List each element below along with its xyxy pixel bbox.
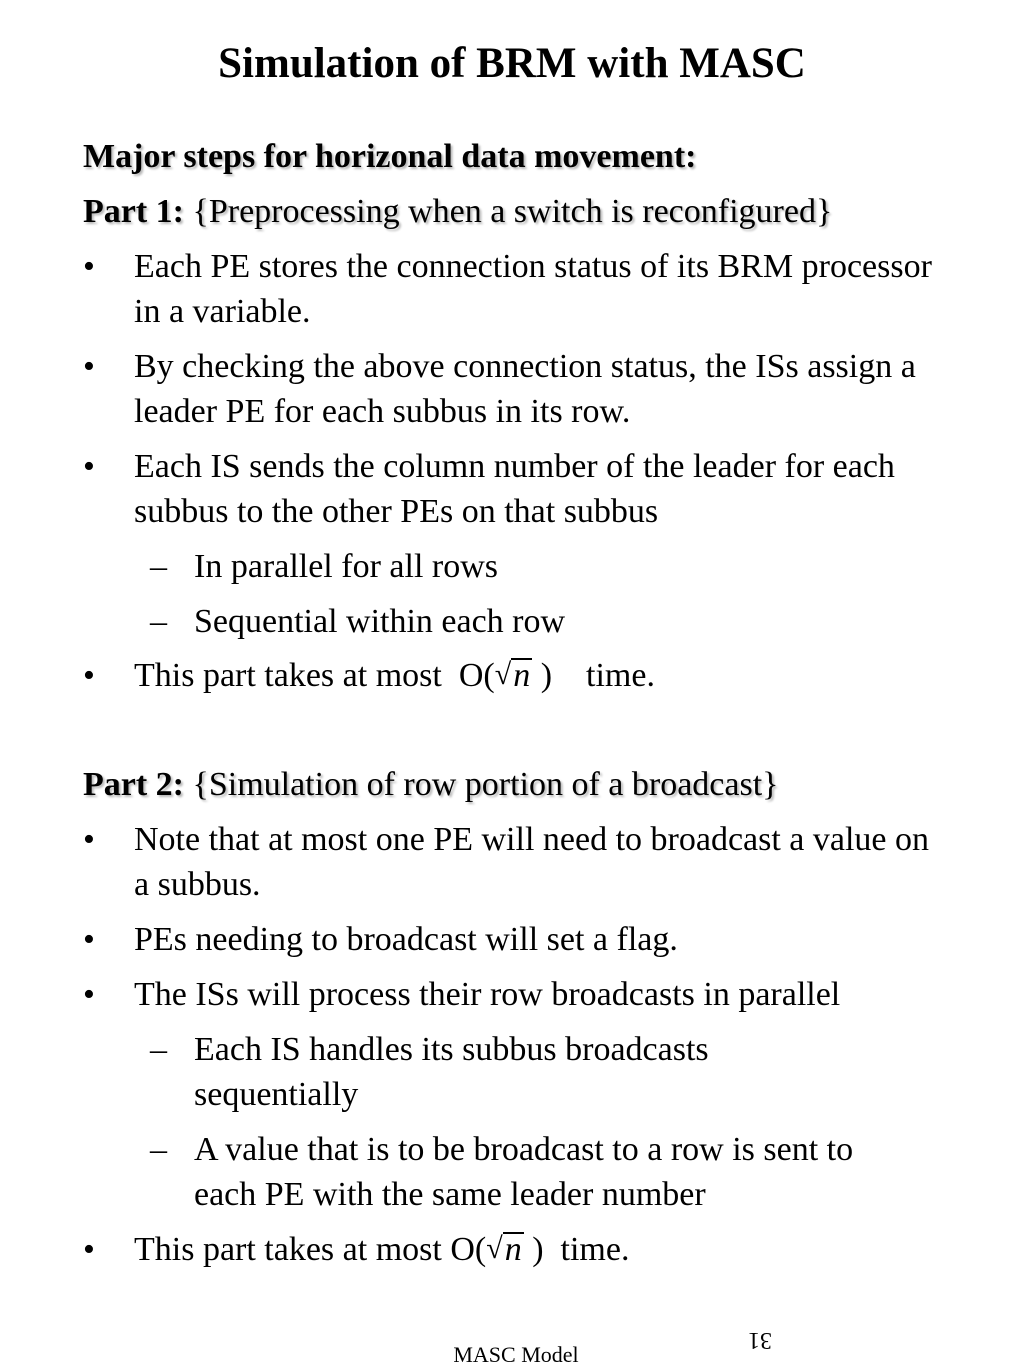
- intro-heading-text: Major steps for horizonal data movement:: [83, 138, 697, 175]
- sqrt-expression: [495, 653, 532, 699]
- part1-label: Part 1:: [83, 193, 185, 230]
- bullet-mark: •: [83, 921, 95, 958]
- part1-sub-bullet-1: [150, 544, 930, 589]
- part2-time-bullet: [83, 1227, 943, 1273]
- dash-mark: –: [150, 603, 167, 640]
- radical-symbol: √: [486, 1232, 503, 1265]
- bullet-mark: •: [83, 821, 95, 858]
- bullet-mark: •: [83, 657, 95, 694]
- radical-symbol: √: [494, 658, 512, 691]
- dash-mark: –: [150, 1031, 167, 1068]
- part1-sub-bullet-2: [150, 599, 930, 644]
- sub-bullet-text: Sequential within each row: [194, 603, 566, 640]
- bullet-mark: •: [83, 976, 95, 1013]
- bullet-mark: •: [83, 448, 95, 485]
- sqrt-argument: n: [504, 1231, 522, 1268]
- time-suffix: time.: [586, 657, 655, 694]
- part1-bullet-2: [83, 344, 943, 434]
- bullet-text: The ISs will process their row broadcasts in parallel: [134, 976, 841, 1013]
- bullet-text: Note that at most one PE will need to broadcast a value on a subbus.: [134, 821, 930, 903]
- part2-bullet-1: [83, 817, 943, 907]
- bullet-text: Each PE stores the connection status of its BRM processor in a variable.: [134, 248, 932, 330]
- part2-bullet-2: [83, 917, 943, 962]
- sqrt-argument: n: [513, 657, 531, 694]
- part1-bullet-3: [83, 444, 903, 534]
- footer-text: MASC Model: [453, 1342, 579, 1367]
- bullet-text: PEs needing to broadcast will set a flag.: [134, 921, 678, 958]
- intro-heading: [83, 135, 696, 179]
- sqrt-expression: [486, 1227, 523, 1273]
- part1-heading: [83, 190, 832, 234]
- dash-mark: –: [150, 548, 167, 585]
- bullet-text: Each IS sends the column number of the leader for each subbus to the other PEs on that subbus: [134, 448, 895, 530]
- part2-heading: [83, 763, 778, 807]
- part2-bullet-3: [83, 972, 983, 1017]
- part2-sub-bullet-1: [150, 1027, 790, 1117]
- part2-subtitle: {Simulation of row portion of a broadcast}: [192, 766, 779, 803]
- sub-bullet-text: A value that is to be broadcast to a row is sent to each PE with the same leader number: [194, 1131, 854, 1213]
- dash-mark: –: [150, 1131, 167, 1168]
- slide-title: Simulation of BRM with MASC: [218, 40, 806, 87]
- page-number: 31: [748, 1327, 772, 1353]
- big-o-expression: [459, 653, 552, 699]
- part1-subtitle: {Preprocessing when a switch is reconfigured}: [192, 193, 833, 230]
- bullet-mark: •: [83, 248, 95, 285]
- sub-bullet-text: Each IS handles its subbus broadcasts sequentially: [194, 1031, 709, 1113]
- bullet-text: By checking the above connection status, the ISs assign a leader PE for each subbus in its row.: [134, 348, 916, 430]
- big-o-open: O(: [450, 1231, 487, 1268]
- bullet-text: [134, 1227, 943, 1273]
- part1-time-bullet: [83, 653, 943, 699]
- big-o-close: ): [532, 1231, 544, 1268]
- bullet-text: [134, 653, 943, 699]
- sub-bullet-text: In parallel for all rows: [194, 548, 498, 585]
- part1-bullet-1: [83, 244, 943, 334]
- big-o-close: ): [540, 657, 553, 694]
- bullet-mark: •: [83, 1231, 95, 1268]
- big-o-open: O(: [458, 657, 495, 694]
- time-prefix: This part takes at most: [134, 657, 442, 694]
- time-prefix: This part takes at most: [134, 1231, 442, 1268]
- part2-sub-bullet-2: [150, 1127, 910, 1217]
- bullet-mark: •: [83, 348, 95, 385]
- time-suffix: time.: [560, 1231, 630, 1268]
- big-o-expression: [450, 1227, 543, 1273]
- part2-label: Part 2:: [83, 766, 185, 803]
